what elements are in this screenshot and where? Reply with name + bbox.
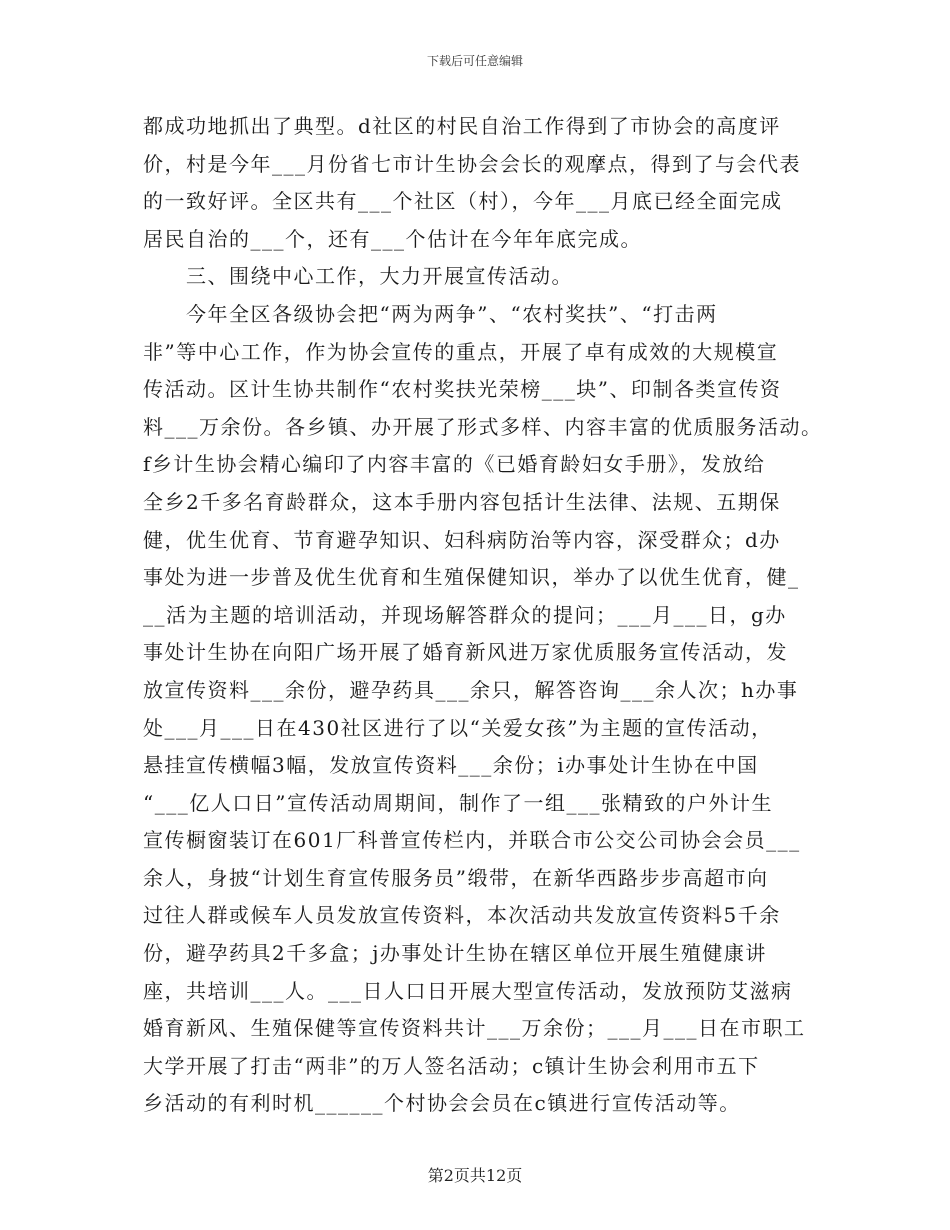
text-line: 座，共培训___人。___日人口日开展大型宣传活动，发放预防艾滋病 [143, 978, 793, 1003]
document-body [143, 108, 823, 1123]
text-line: “___亿人口日”宣传活动周期间，制作了一组___张精致的户外计生 [143, 790, 773, 815]
text-line: 非”等中心工作，作为协会宣传的重点，开展了卓有成效的大规模宣 [143, 339, 779, 364]
text-line: 都成功地抓出了典型。d社区的村民自治工作得到了市协会的高度评 [143, 114, 781, 138]
text-line: f乡计生协会精心编印了内容丰富的《已婚育龄妇女手册》，发放给 [143, 452, 766, 477]
text-line: 悬挂宣传横幅3幅，发放宣传资料___余份；i办事处计生协在中国 [143, 753, 759, 778]
text-line: 大学开展了打击“两非”的万人签名活动；c镇计生协会利用市五下 [143, 1053, 760, 1078]
text-line: 事处为进一步普及优生优育和生殖保健知识，举办了以优生优育，健_ [143, 565, 800, 590]
text-line: 乡活动的有利时机______个村协会会员在c镇进行宣传活动等。 [143, 1091, 741, 1116]
page-footer: 第2页共12页 [427, 1166, 523, 1185]
text-line: 余人，身披“计划生育宣传服务员”缎带，在新华西路步步高超市向 [143, 865, 769, 890]
text-line: 宣传橱窗装订在601厂科普宣传栏内，并联合市公交公司协会会员___ [143, 828, 801, 853]
section-heading: 三、围绕中心工作，大力开展宣传活动。 [143, 264, 573, 289]
text-line: __活为主题的培训活动，并现场解答群众的提问；___月___日，g办 [143, 602, 787, 627]
text-line: 处___月___日在430社区进行了以“关爱女孩”为主题的宣传活动， [143, 715, 773, 740]
text-line: 事处计生协在向阳广场开展了婚育新风进万家优质服务宣传活动，发 [143, 640, 788, 665]
text-line: 价，村是今年___月份省七市计生协会会长的观摩点，得到了与会代表 [143, 151, 801, 176]
text-line: 的一致好评。全区共有___个社区（村），今年___月底已经全面完成 [143, 189, 783, 214]
text-line: 健，优生优育、节育避孕知识、妇科病防治等内容，深受群众；d办 [143, 527, 781, 552]
text-line: 今年全区各级协会把“两为两争”、“农村奖扶”、“打击两 [143, 301, 718, 326]
text-line: 份，避孕药具2千多盒；j办事处计生协在辖区单位开展生殖健康讲 [143, 941, 767, 966]
text-line: 传活动。区计生协共制作“农村奖扶光荣榜___块”、印制各类宣传资 [143, 377, 782, 402]
text-line: 料___万余份。各乡镇、办开展了形式多样、内容丰富的优质服务活动。 [143, 414, 823, 439]
page-header: 下载后可任意编辑 [426, 54, 523, 68]
text-line: 全乡2千多名育龄群众，这本手册内容包括计生法律、法规、五期保 [143, 489, 781, 514]
text-line: 放宣传资料___余份，避孕药具___余只，解答咨询___余人次；h办事 [143, 677, 799, 702]
text-line: 居民自治的___个，还有___个估计在今年年底完成。 [143, 226, 642, 251]
text-line: 婚育新风、生殖保健等宣传资料共计___万余份；___月___日在市职工 [143, 1016, 806, 1041]
text-line: 过往人群或候车人员发放宣传资料，本次活动共发放宣传资料5千余 [143, 903, 781, 928]
